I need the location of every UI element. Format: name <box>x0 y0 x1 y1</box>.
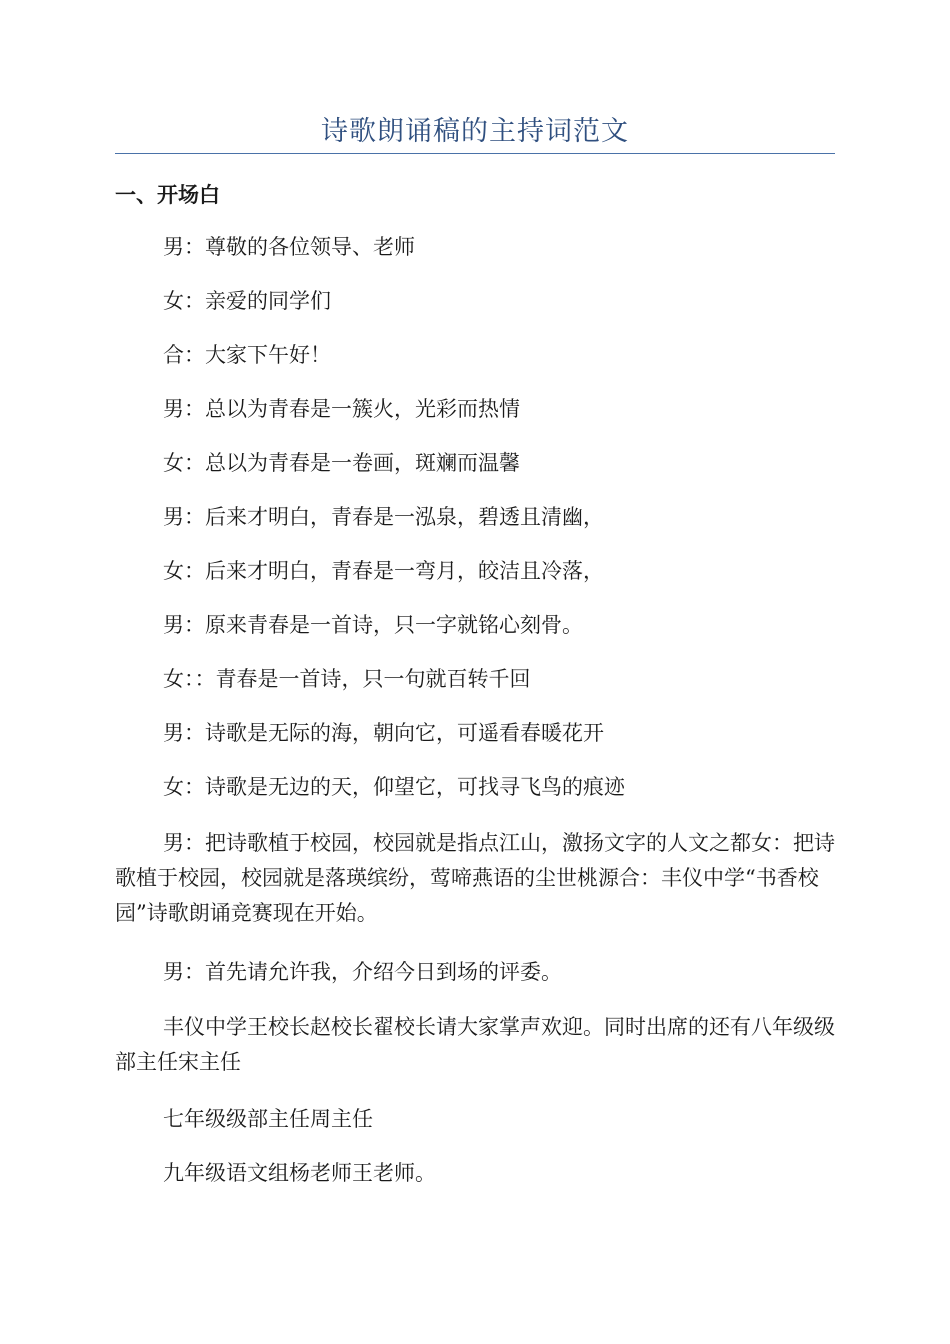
paragraph: 女：亲爱的同学们 <box>163 289 331 313</box>
paragraph: 女：诗歌是无边的天，仰望它，可找寻飞鸟的痕迹 <box>163 775 625 799</box>
paragraph: 女：总以为青春是一卷画，斑斓而温馨 <box>163 451 520 475</box>
document-title: 诗歌朗诵稿的主持词范文 <box>321 116 629 147</box>
paragraph: 男：首先请允许我，介绍今日到场的评委。 <box>163 960 562 984</box>
section-heading: 一、开场白 <box>115 183 220 207</box>
paragraph: 女：：青春是一首诗，只一句就百转千回 <box>163 667 531 691</box>
paragraph: 男：诗歌是无际的海，朝向它，可遥看春暖花开 <box>163 721 604 745</box>
paragraph: 男：原来青春是一首诗，只一字就铭心刻骨。 <box>163 613 583 637</box>
title-underline <box>115 153 835 154</box>
paragraph: 九年级语文组杨老师王老师。 <box>163 1161 436 1185</box>
paragraph: 男：总以为青春是一簇火，光彩而热情 <box>163 397 520 421</box>
paragraph: 女：后来才明白，青春是一弯月，皎洁且冷落， <box>163 559 604 583</box>
paragraph: 七年级级部主任周主任 <box>163 1107 373 1131</box>
paragraph: 男：尊敬的各位领导、老师 <box>163 235 415 259</box>
paragraph: 男：把诗歌植于校园，校园就是指点江山，激扬文字的人文之都女：把诗歌植于校园，校园就是落瑛缤纷，莺啼燕语的尘世桃源合：丰仪中学“书香校园”诗歌朗诵竞赛现在开始。 <box>115 831 835 925</box>
paragraph: 合：大家下午好！ <box>163 343 331 367</box>
paragraph: 丰仪中学王校长赵校长翟校长请大家掌声欢迎。同时出席的还有八年级级部主任宋主任 <box>115 1015 835 1074</box>
paragraph: 男：后来才明白，青春是一泓泉，碧透且清幽， <box>163 505 604 529</box>
